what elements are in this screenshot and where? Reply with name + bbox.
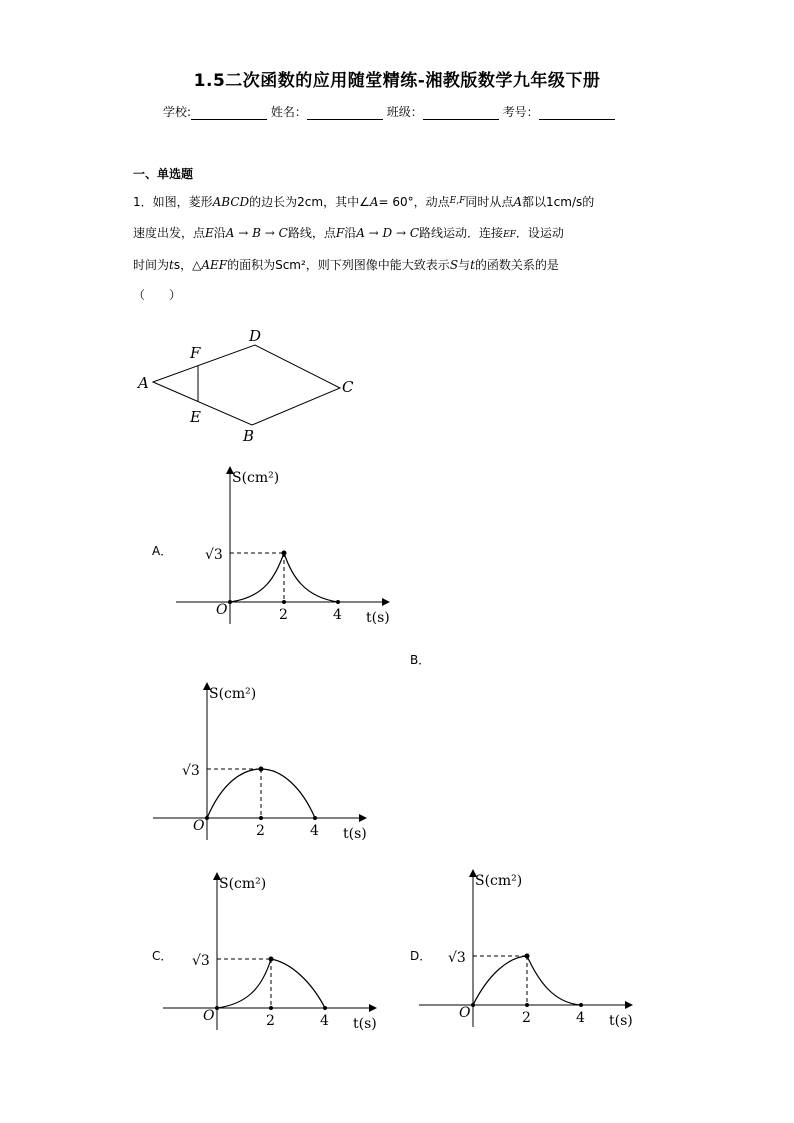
option-a-label: A． <box>152 544 173 558</box>
rhombus-shape <box>153 345 340 425</box>
svg-text:√3: √3 <box>192 953 210 969</box>
question-line-2: 速度出发，点E沿A → B → C路线，点F沿A → D → C路线运动．连接EF．设运动 <box>133 226 564 240</box>
graph-option-b[interactable] <box>147 678 377 848</box>
svg-text:S(cm²): S(cm²) <box>232 470 280 486</box>
label-c: C <box>342 378 354 396</box>
svg-text:2: 2 <box>266 1013 275 1029</box>
svg-text:2: 2 <box>279 607 288 623</box>
name-blank[interactable] <box>307 106 383 120</box>
answer-bracket: （ ） <box>133 288 182 302</box>
svg-text:t(s): t(s) <box>609 1013 633 1029</box>
svg-text:t(s): t(s) <box>366 610 390 626</box>
svg-text:4: 4 <box>333 607 342 623</box>
svg-text:√3: √3 <box>182 763 200 779</box>
class-label: 班级： <box>386 105 423 119</box>
svg-text:S(cm²): S(cm²) <box>475 873 523 889</box>
page-title: 1.5二次函数的应用随堂精练-湘教版数学九年级下册 <box>193 71 601 91</box>
svg-text:4: 4 <box>576 1010 585 1026</box>
exam-number-blank[interactable] <box>539 106 615 120</box>
rhombus-figure <box>130 322 370 452</box>
svg-text:√3: √3 <box>205 547 223 563</box>
label-d: D <box>249 327 262 345</box>
svg-text:O: O <box>203 1008 215 1024</box>
option-c-label: C． <box>152 949 173 963</box>
svg-text:O: O <box>459 1005 471 1021</box>
section-heading: 一、单选题 <box>133 167 194 181</box>
class-blank[interactable] <box>423 106 499 120</box>
school-label: 学校: <box>163 105 192 119</box>
label-e: E <box>190 408 201 426</box>
name-label: 姓名： <box>270 105 307 119</box>
svg-text:t(s): t(s) <box>353 1016 377 1032</box>
option-d-label: D． <box>410 949 432 963</box>
svg-text:t(s): t(s) <box>343 826 367 842</box>
svg-text:4: 4 <box>310 823 319 839</box>
svg-text:4: 4 <box>320 1013 329 1029</box>
exam-number-label: 考号： <box>502 105 539 119</box>
question-line-3: 时间为ts，△AEF的面积为Scm²，则下列图像中能大致表示S与t的函数关系的是 <box>133 258 559 272</box>
svg-text:O: O <box>193 818 205 834</box>
svg-text:2: 2 <box>256 823 265 839</box>
question-line-1: 1．如图，菱形ABCD的边长为2cm，其中∠A= 60°，动点$^{E,F}$同时从点A都以1cm/s的 <box>133 195 595 209</box>
graph-option-a[interactable] <box>170 462 400 632</box>
graph-option-d[interactable] <box>413 865 643 1035</box>
school-blank[interactable] <box>191 106 267 120</box>
svg-text:2: 2 <box>522 1010 531 1026</box>
svg-text:S(cm²): S(cm²) <box>219 876 267 892</box>
option-b-label: B． <box>410 653 431 667</box>
svg-text:S(cm²): S(cm²) <box>209 686 257 702</box>
graph-option-c[interactable] <box>157 868 387 1038</box>
svg-text:O: O <box>216 602 228 618</box>
label-f: F <box>190 344 201 362</box>
student-info-line <box>163 103 615 120</box>
svg-text:√3: √3 <box>448 950 466 966</box>
label-a: A <box>138 374 149 392</box>
label-b: B <box>243 427 255 445</box>
